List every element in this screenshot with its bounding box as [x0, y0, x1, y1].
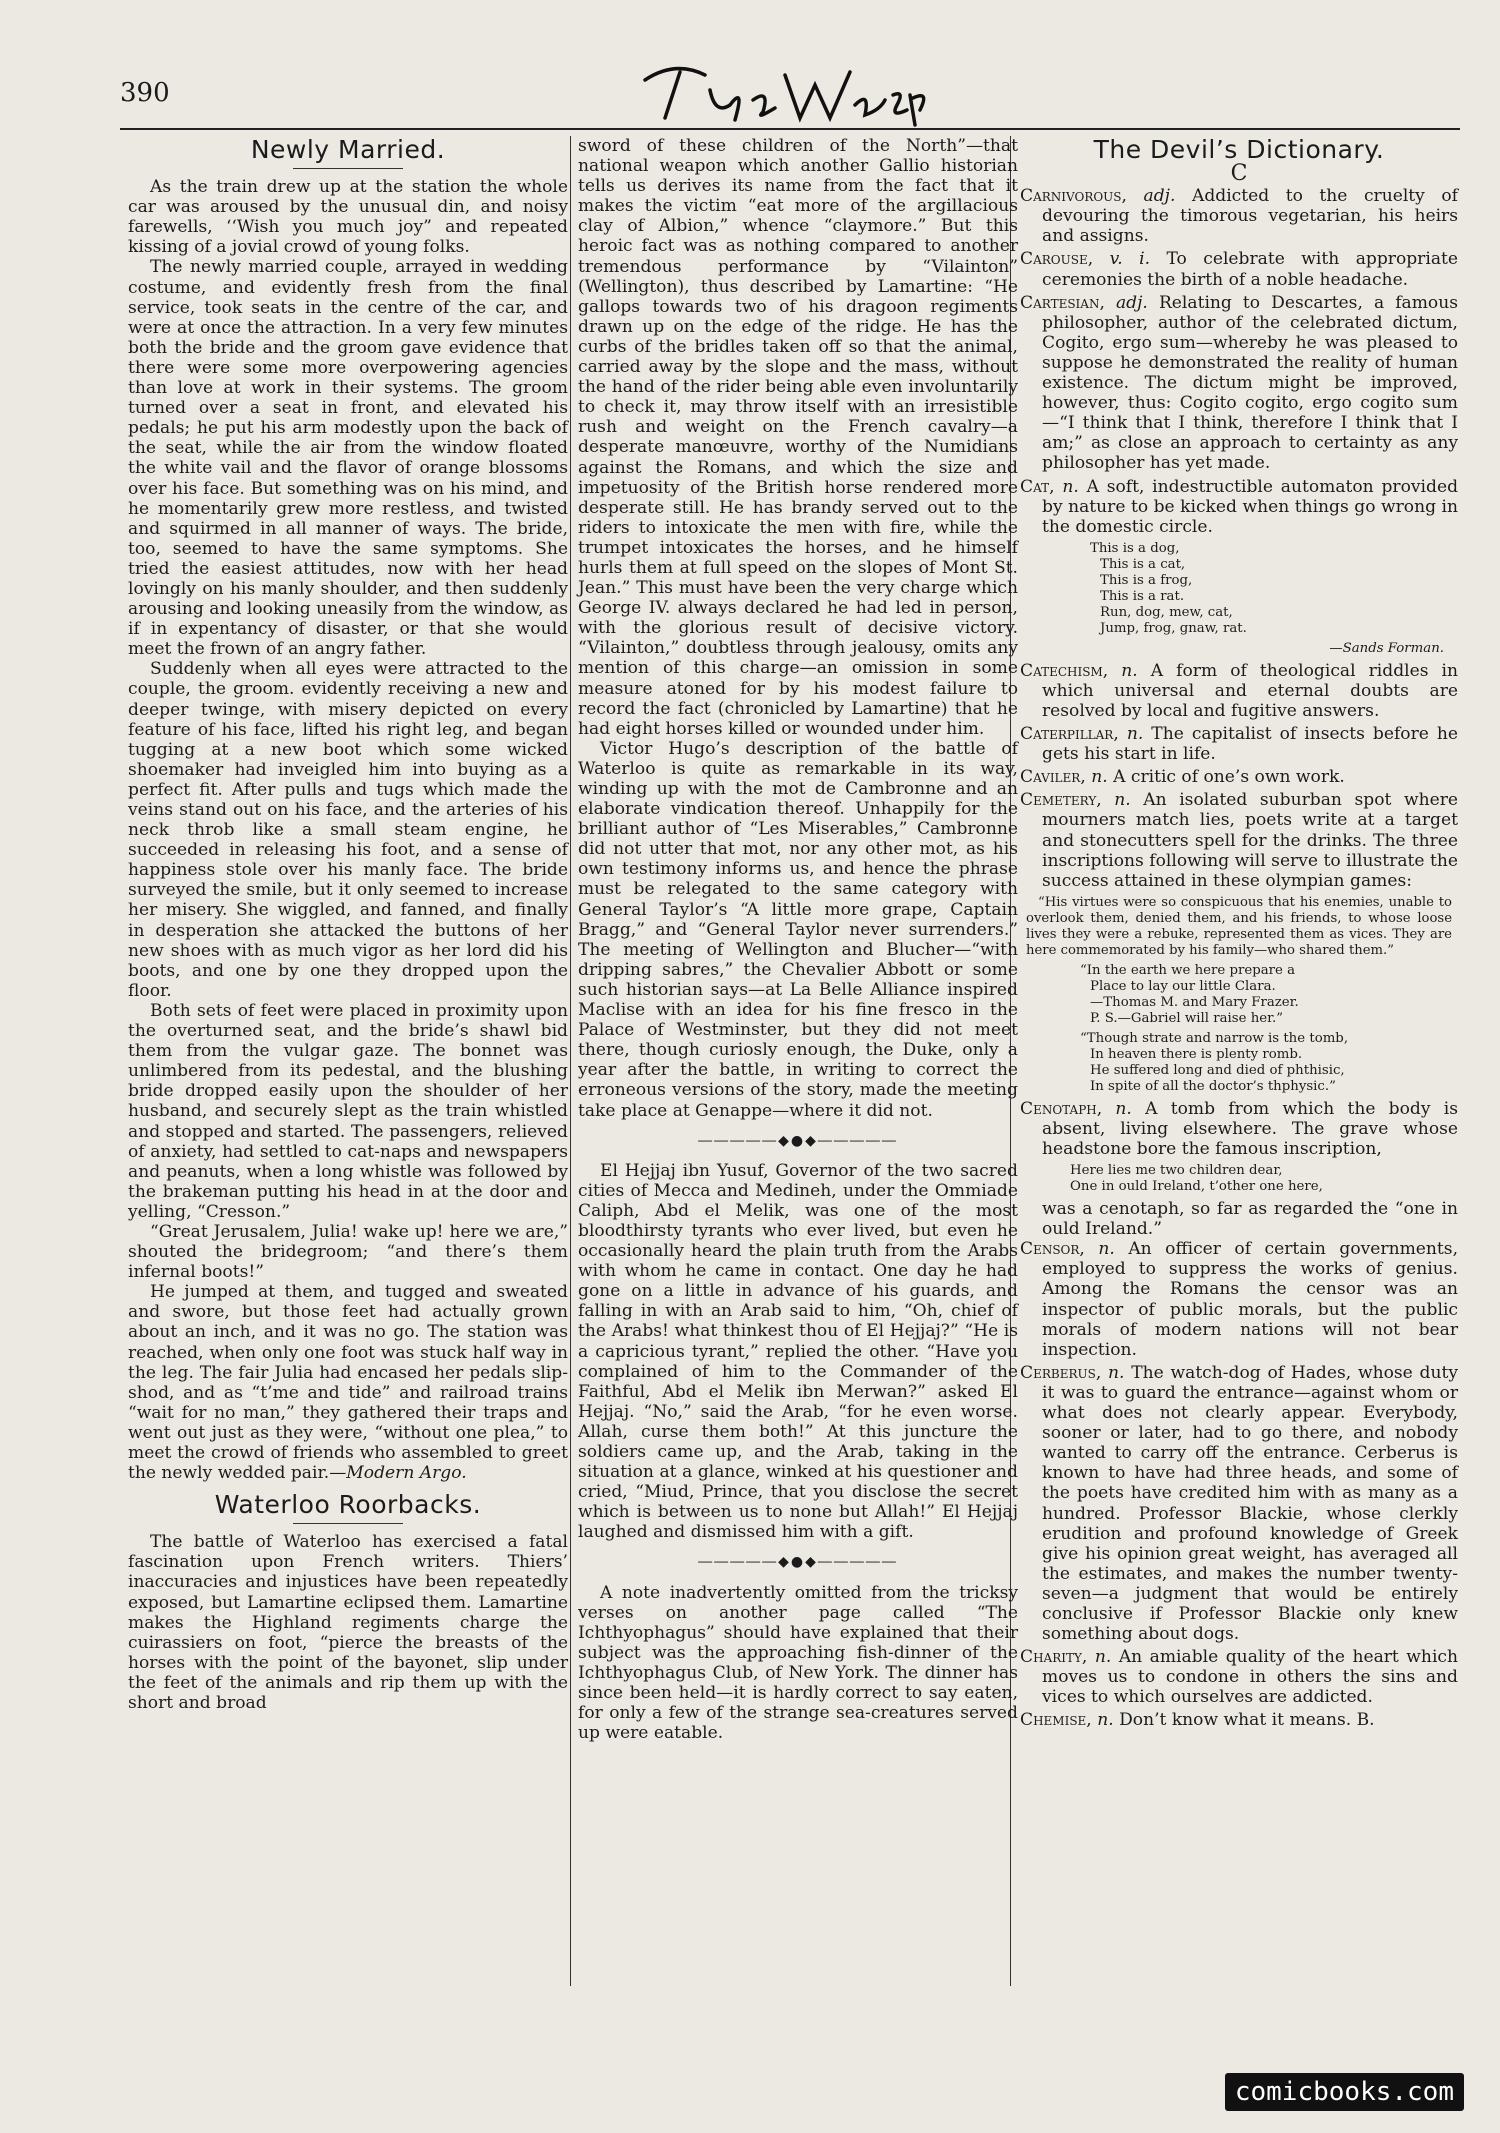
verse-line: This is a cat, [1100, 556, 1186, 572]
dictionary-entry [1020, 249, 1458, 289]
epitaph-verse [1070, 1163, 1458, 1195]
dictionary-entry [1020, 186, 1458, 246]
verse-line: —Thomas M. and Mary Frazer. [1090, 994, 1299, 1010]
entry-pos: n. [1062, 476, 1079, 497]
paragraph [128, 1282, 568, 1483]
entry-definition: Addicted to the cruelty of devouring the timorous vegetarian, his heirs and assigns. [1042, 186, 1459, 247]
entry-pos: n. [1115, 1098, 1132, 1119]
entry-term: Cat, [1020, 476, 1055, 497]
verse-line: P. S.—Gabriel will raise her.” [1090, 1010, 1284, 1026]
dictionary-entry [1020, 1239, 1458, 1360]
entry-term: Charity, [1020, 1647, 1088, 1668]
dictionary-entry [1020, 1099, 1458, 1159]
entry-pos: n. [1126, 724, 1144, 745]
paragraph: El Hejjaj ibn Yusuf, Governor of the two sacred cities of Mecca and Medineh, under the Ommiade Caliph, Abd el Melik, was one of the most bloodthirsty tyrants who ever lived, but even he occasionally heard the plain truth from the Arabs with whom he came in contact. One day he had gone on a little in advance of his guards, and falling in with an Arab said to him, “Oh, chief of the Arabs! what thinkest thou of El Hejjaj?” “He is a capricious tyrant,” replied the other. “Have you complained of him to the Commander of the Faithful, Abd el Melik ibn Merwan?” asked El Hejjaj. “No,” said the Arab, “for he even worse. Allah, curse them both!” At this juncture the soldiers came up, and the Arab, taking in the situation at a glance, winked at his questioner and cried, “Miud, Prince, that you disclose the secret which is between us to none but Allah!” El Hejjaj laughed and dismissed him with a gift. [578, 1160, 1018, 1543]
entry-term: Cerberus, [1020, 1362, 1102, 1383]
dictionary-title: The Devil’s Dictionary. [1093, 135, 1385, 164]
entry-definition: The watch-dog of Hades, whose duty it was to guard the entrance—against whom or what does not clearly appear. Everybody, sooner or later, had to go there, and nobody wanted to carry off the entrance. Cerberus is known to have had three heads, and some of the poets have credited him with as many as a hundred. Professor Blackie, whose clerkly erudition and profound knowledge of Greek give his opinion great weight, has averaged all the estimates, and makes the number twenty-seven—a judgment that would be entirely conclusive if Professor Blackie only knew something about dogs. [1042, 1362, 1458, 1645]
verse-line: Jump, frog, gnaw, rat. [1100, 620, 1247, 636]
verse-line: Here lies me two children dear, [1070, 1163, 1283, 1179]
dictionary-entry [1020, 477, 1458, 537]
entry-definition: Relating to Descartes, a famous philosopher, author of the celebrated dictum, Cogito, ergo sum—whereby he was pleased to suppose he demonstrated the reality of human existence. The dictum might be improved, however, thus: Cogito cogito, ergo cogito sum—“I think that I think, therefore I think that I am;” as close an approach to certainty as any philosopher has yet made. [1042, 292, 1459, 474]
entry-pos: n. [1121, 660, 1138, 681]
paragraph-text: He jumped at them, and tugged and sweated and swore, but those feet had actually grown about an inch, and it was no go. The station was reached, when only one foot was stuck half way in the leg. The fair Julia had encased her pedals slip-shod, and as “t’me and tide” and railroad trains “wait for no man,” they gathered their traps and went out just as they were, “without one plea,” to meet the crowd of friends who assembled to greet the newly wedded pair.— [128, 1282, 568, 1484]
paragraph: Victor Hugo’s description of the battle of Waterloo is quite as remarkable in its way, winding up with the mot de Cambronne and an elaborate vindication thereof. Unhappily for the brilliant author of “Les Miserables,” Cambronne did not utter that mot, nor any other mot, as his own testimony informs us, and hence the phrase must be relegated to the same category with General Taylor’s “A little more grape, Captain Bragg,” and “General Taylor never surrenders.” The meeting of Wellington and Blucher—“with dripping sabres,” the Chevalier Abbott or some such historian says—at La Belle Alliance inspired Maclise with an idea for his fine fresco in the Palace of Westminster, but they did not meet there, though curiosly enough, the Duke, only a year after the battle, in writing to correct the erroneous versions of the story, made the meeting take place at Genappe—where it did not. [578, 738, 1018, 1121]
entry-pos: n. [1108, 1362, 1125, 1383]
dictionary-entry [1020, 293, 1458, 474]
entry-term: Cemetery, [1020, 790, 1102, 811]
dictionary-entry [1020, 1363, 1458, 1644]
page-number: 390 [120, 78, 170, 108]
title-underline [293, 168, 403, 169]
entry-term: Carnivorous, [1020, 186, 1127, 207]
paragraph: “Great Jerusalem, Julia! wake up! here we are,” shouted the bridegroom; “and there’s them infernal boots!” [128, 1221, 568, 1283]
verse-line: Run, dog, mew, cat, [1100, 604, 1233, 620]
entry-pos: v. i. [1109, 249, 1151, 270]
verse-line: This is a rat. [1100, 588, 1185, 604]
entry-pos: n. [1114, 790, 1131, 811]
entry-term: Cartesian, [1020, 292, 1105, 313]
verse-line: “In the earth we here prepare a [1080, 962, 1296, 978]
dictionary-entry [1020, 767, 1458, 787]
verse-line: This is a frog, [1100, 572, 1193, 588]
column-divider [570, 136, 571, 1986]
watermark: comicbooks.com [1225, 2073, 1464, 2111]
entry-definition: A critic of one’s own work. [1113, 767, 1345, 788]
entry-pos: adj. [1143, 186, 1176, 207]
dictionary-entry [1020, 1710, 1458, 1730]
verse-line: In spite of all the doctor’s thphysic.” [1090, 1078, 1336, 1094]
verse-line: In heaven there is plenty romb. [1090, 1046, 1303, 1062]
paragraph: As the train drew up at the station the whole car was aroused by the unusual din, and noisy farewells, ‘‘Wish you much joy” and repeated kissing of a jovial crowd of young folks. [128, 177, 568, 258]
cat-verse [1090, 541, 1458, 637]
epitaph-quote: “His virtues were so conspicuous that his enemies, unable to overlook them, denied them, and his friends, to whose loose lives they were a rebuke, represented them as vices. They are here commemorated by his family—who shared them.” [1026, 894, 1452, 958]
entry-definition: A form of theological riddles in which universal and eternal doubts are resolved by local and fugitive answers. [1042, 660, 1459, 721]
entry-pos: n. [1098, 1239, 1115, 1260]
verse-line: He suffered long and died of phthisic, [1090, 1062, 1345, 1078]
entry-pos: adj. [1115, 292, 1148, 313]
verse-line: This is a dog, [1090, 540, 1180, 556]
entry-pos: n. [1097, 1710, 1114, 1731]
section-ornament: ―――――◆●◆――――― [698, 1132, 898, 1149]
column-right [1020, 136, 1458, 1734]
dictionary-entries [1020, 1099, 1458, 1159]
dictionary-entry [1020, 661, 1458, 721]
column-middle [578, 136, 1018, 1743]
verse-line: One in ould Ireland, t’other one here, [1070, 1179, 1323, 1195]
entry-term: Chemise, [1020, 1710, 1092, 1731]
verse-line: Place to lay our little Clara. [1090, 978, 1276, 994]
entry-definition: To celebrate with appropriate ceremonies the birth of a noble headache. [1042, 249, 1458, 290]
entry-definition: An isolated suburban spot where mourners match lies, poets write at a target and stonecutters spell for the drinks. The three inscriptions following will serve to illustrate the success attained in these olympian games: [1042, 790, 1459, 891]
article-title: Waterloo Roorbacks. [214, 1490, 482, 1520]
entry-definition: An amiable quality of the heart which moves us to condone in others the sins and vices to which ourselves are addicted. [1042, 1647, 1458, 1708]
dictionary-entries [1020, 661, 1458, 891]
dictionary-entries [1020, 1239, 1458, 1730]
section-ornament: ―――――◆●◆――――― [698, 1554, 898, 1571]
entry-definition: The capitalist of insects before he gets his start in life. [1042, 724, 1459, 765]
verse-source-text: —Sands Forman. [1329, 640, 1444, 656]
entry-term: Caviler, [1020, 767, 1086, 788]
entry-definition: An officer of certain governments, employed to suppress the works of genius. Among the Romans the censor was an inspector of public morals, but the public morals of modern nations will not bear inspection. [1042, 1239, 1459, 1360]
entry-definition: A tomb from which the body is absent, living elsewhere. The grave whose headstone bore the famous inscription, [1042, 1098, 1459, 1159]
paragraph: The newly married couple, arrayed in wedding costume, and evidently fresh from the final service, took seats in the centre of the car, and were at once the attraction. In a very few minutes both the bride and the groom gave evidence that there were some more overpowering agencies than love at work in their systems. The groom turned over a seat in front, and elevated his pedals; he put his arm modestly upon the back of the seat, while the air from the window floated the white vail and the flavor of orange blossoms over his face. But something was on his mind, and he momentarily grew more restless, and twisted and squirmed in all manner of ways. The bride, too, seemed to have the same symptoms. She tried the easiest attitudes, now with her head lovingly on his manly shoulder, and then suddenly arousing and looking uneasily from the window, as if in expentancy of disaster, or that she would meet the frown of an angry father. [128, 257, 568, 660]
entry-definition: A soft, indestructible automaton provided by nature to be kicked when things go wrong in the domestic circle. [1042, 476, 1459, 537]
entry-term: Catechism, [1020, 660, 1109, 681]
verse-source [1090, 641, 1444, 657]
article-title: Newly Married. [250, 135, 446, 164]
column-left [128, 136, 568, 1713]
header-rule [120, 128, 1460, 130]
paragraph: sword of these children of the North”—that national weapon which another Gallio historian tells us derives its name from the fact that it makes the victim “eat more of the argillacious clay of Albion,” whence “claymore.” But this heroic fact was as nothing compared to another tremendous performance by “Vilainton” (Wellington), thus described by Lamartine: “He gallops towards two of his dragoon regiments drawn up on the edge of the ridge. He has the curbs of the bridles taken off so that the animal, carried away by the slope and the mass, without the hand of the rider being able even involuntarily to check it, may throw itself with an irresistible rush and weight on the French cavalry—a desperate manœuvre, worthy of the Numidians against the Romans, and which the size and impetuosity of the British horse rendered more desperate still. He has brandy served out to the riders to intoxicate the men with fire, while the trumpet intoxicates the horses, and he himself hurls them at full speed on the slopes of Mont St. Jean.” This must have been the very charge which George IV. always declared he had led in person, with the glorious result of decisive victory. “Vilainton,” doubtless through jealousy, omits any mention of this charge—an omission in some measure atoned for by his modest failure to record the fact (chronicled by Lamartine) that he had eight horses killed or wounded under him. [578, 136, 1018, 739]
title-underline [293, 1523, 403, 1524]
dictionary-entry [1020, 724, 1458, 764]
entry-definition: Don’t know what it means. B. [1119, 1710, 1375, 1731]
paragraph: Suddenly when all eyes were attracted to the couple, the groom. evidently receiving a new and deeper twinge, with misery depicted on every feature of his face, lifted his right leg, and began tugging at a new boot which some wicked shoemaker had inveigled him into buying as a perfect fit. After pulls and tugs which made the veins stand out on his face, and the arteries of his neck throb like a small steam engine, he succeeded in releasing his foot, and a sense of happiness stole over his manly face. The bride surveyed the smile, but it only seemed to increase her misery. She wiggled, and fanned, and finally in desperation she attacked the buttons of her new shoes with as much vigor as her lord did his boots, and one by one they dropped upon the floor. [128, 659, 568, 1001]
verse-line: “Though strate and narrow is the tomb, [1080, 1030, 1349, 1046]
entry-term: Caterpillar, [1020, 724, 1119, 745]
entry-term: Cenotaph, [1020, 1098, 1103, 1119]
paragraph: A note inadvertently omitted from the tricksy verses on another page called “The Ichthyophagus” should have explained that their subject was the approaching fish-dinner of the Ichthyophagus Club, of New York. The dinner has since been held—it is hardly correct to say eaten, for only a few of the strange sea-creatures served up were eatable. [578, 1582, 1018, 1744]
entry-pos: n. [1094, 1647, 1112, 1668]
section-letter: C [1230, 161, 1248, 187]
paragraph: was a cenotaph, so far as regarded the “one in ould Ireland.” [1042, 1199, 1458, 1240]
dictionary-entry [1020, 1647, 1458, 1707]
masthead-logo [635, 50, 935, 130]
dictionary-entry [1020, 790, 1458, 890]
dictionary-entries [1020, 186, 1458, 537]
epitaph-verse [1080, 1031, 1458, 1095]
epitaph-verse [1080, 963, 1458, 1027]
paragraph: The battle of Waterloo has exercised a fatal fascination upon French writers. Thiers’ inaccuracies and injustices have been repeatedly exposed, but Lamartine eclipsed them. Lamartine makes the Highland regiments charge the cuirassiers on foot, “pierce the breasts of the horses with the point of the bayonet, slip under the feet of the animals and rip them up with the short and broad [128, 1532, 568, 1714]
paragraph: Both sets of feet were placed in proximity upon the overturned seat, and the bride’s shawl bid them from the vulgar gaze. The bonnet was unlimbered from its pedestal, and the blushing bride dropped easily upon the shoulder of her husband, and securely slept as the train whistled and stopped and started. The passengers, relieved of anxiety, had settled to cat-naps and newspapers and peanuts, when a long whistle was followed by the brakeman putting his head in at the door and yelling, “Cresson.” [128, 1000, 568, 1222]
entry-term: Carouse, [1020, 249, 1094, 270]
entry-pos: n. [1091, 767, 1108, 788]
entry-term: Censor, [1020, 1239, 1085, 1260]
source-credit: Modern Argo. [346, 1463, 467, 1484]
